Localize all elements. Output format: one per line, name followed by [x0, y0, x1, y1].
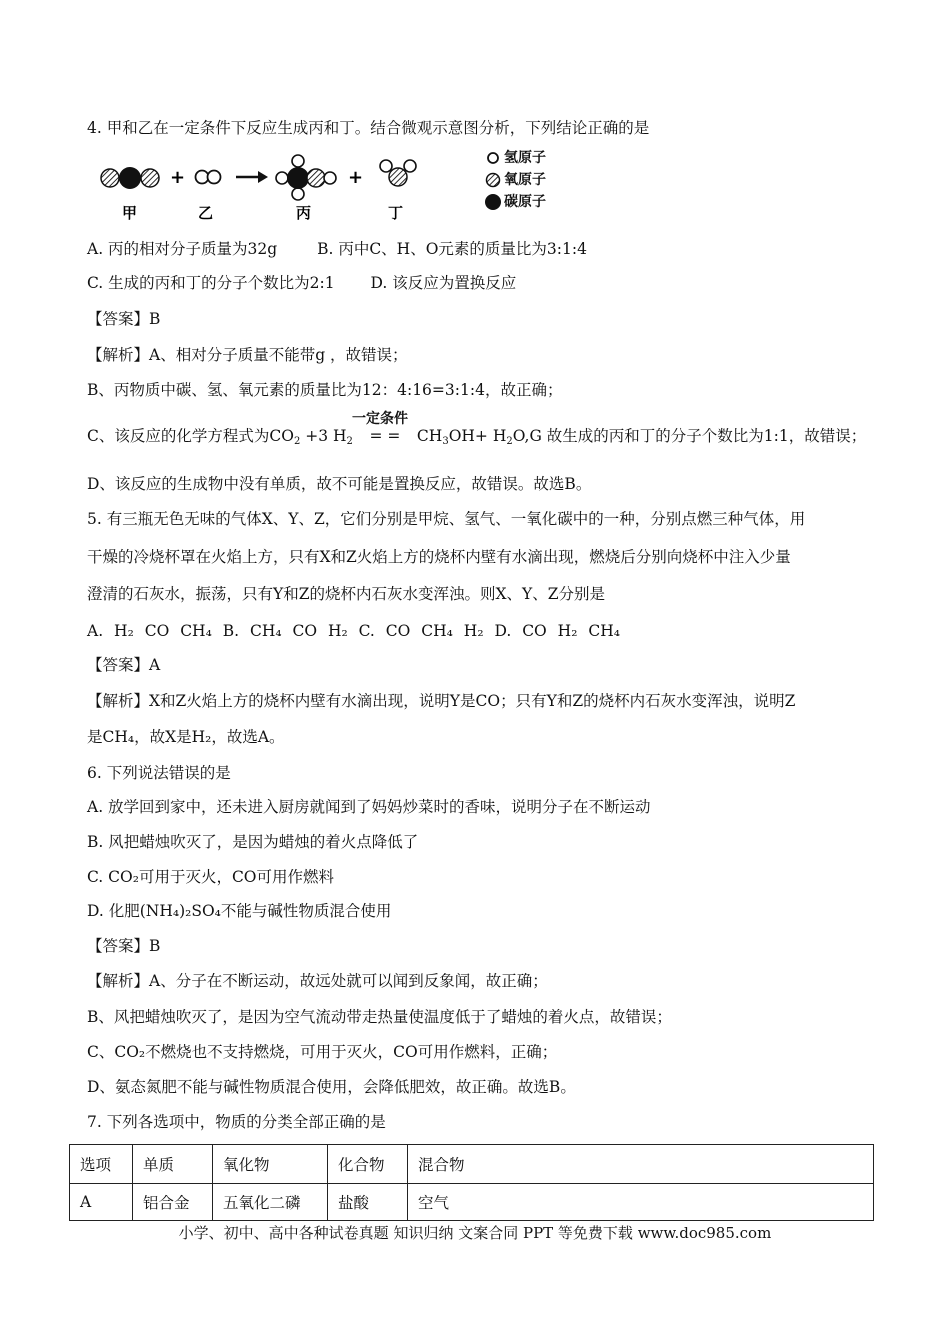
h2-molecule-icon: [196, 171, 221, 184]
q4-stem: 4. 甲和乙在一定条件下反应生成丙和丁。结合微观示意图分析，下列结论正确的是: [87, 119, 650, 137]
q6-option-c: C. CO₂可用于灭火，CO可用作燃料: [87, 868, 335, 886]
carbon-atom-icon: [482, 193, 504, 211]
q6-option-d: D. 化肥(NH₄)₂SO₄不能与碱性物质混合使用: [87, 902, 392, 920]
oxygen-atom-icon: [482, 172, 504, 188]
q4-option-b: B. 丙中C、H、O元素的质量比为3:1:4: [317, 240, 587, 258]
table-header-row: [70, 1145, 874, 1184]
table-cell: A: [70, 1184, 133, 1221]
q5-stem-1: 5. 有三瓶无色无味的气体X、Y、Z，它们分别是甲烷、氢气、一氧化碳中的一种，分别点燃三种气体，用: [87, 510, 806, 528]
reaction-condition: 一定条件: [352, 411, 408, 427]
q4-analysis-2: B、丙物质中碳、氢、氧元素的质量比为12：4:16=3:1:4，故正确；: [87, 381, 563, 399]
page-footer: 小学、初中、高中各种试卷真题 知识归纳 文案合同 PPT 等免费下载 www.doc985.com: [178, 1224, 772, 1242]
q6-analysis-4: D、氨态氮肥不能与碱性物质混合使用，会降低肥效，故正确。故选B。: [87, 1078, 576, 1096]
legend-carbon: 碳原子: [504, 194, 546, 210]
atom-legend: [482, 147, 546, 213]
q6-analysis-3: C、CO₂不燃烧也不支持燃烧，可用于灭火，CO可用作燃料，正确；: [87, 1043, 558, 1061]
q4-analysis-3: C、该反应的化学方程式为$CO_2 +3$ $H_2= =CH_3OH+ H_2O,G$ 故生成的丙和丁的分子个数比为1:1，故错误；: [87, 427, 867, 447]
q6-option-b: B. 风把蜡烛吹灭了，是因为蜡烛的着火点降低了: [87, 833, 419, 851]
q6-option-a: A. 放学回到家中，还未进入厨房就闻到了妈妈炒菜时的香味，说明分子在不断运动: [87, 798, 651, 816]
molecule-diagram: [98, 152, 428, 224]
q6-stem: 6. 下列说法错误的是: [87, 764, 231, 782]
q7-stem: 7. 下列各选项中，物质的分类全部正确的是: [87, 1113, 386, 1131]
classification-table: [69, 1144, 874, 1221]
q4-analysis-1: 【解析】A、相对分子质量不能带g ，故错误；: [87, 346, 408, 364]
q4-option-d: D. 该反应为置换反应: [370, 274, 517, 292]
table-cell: 盐酸: [328, 1184, 408, 1221]
label-c: 丙: [296, 204, 312, 222]
table-header-cell: 混合物: [408, 1145, 874, 1184]
q5-analysis-1: 【解析】X和Z火焰上方的烧杯内壁有水滴出现，说明Y是CO；只有Y和Z的烧杯内石灰水变浑浊，说明Z: [87, 692, 796, 710]
q6-analysis-2: B、风把蜡烛吹灭了，是因为空气流动带走热量使温度低于了蜡烛的着火点，故错误；: [87, 1008, 672, 1026]
table-row: [70, 1184, 874, 1221]
label-b: 乙: [198, 204, 214, 222]
table-header-cell: 氧化物: [213, 1145, 328, 1184]
legend-hydrogen: 氢原子: [504, 150, 546, 166]
q6-answer: 【答案】B: [87, 937, 161, 955]
q5-stem-3: 澄清的石灰水，振荡，只有Y和Z的烧杯内石灰水变浑浊。则X、Y、Z分别是: [87, 585, 606, 603]
co2-molecule-icon: [101, 167, 159, 189]
table-header-cell: 化合物: [328, 1145, 408, 1184]
svg-text:+: +: [348, 167, 364, 188]
table-header-cell: 选项: [70, 1145, 133, 1184]
reaction-arrow-icon: [236, 171, 268, 183]
q4-analysis-4: D、该反应的生成物中没有单质，故不可能是置换反应，故错误。故选B。: [87, 475, 592, 493]
q5-analysis-2: 是CH₄，故X是H₂，故选A。: [87, 728, 285, 746]
q5-stem-2: 干燥的冷烧杯罩在火焰上方，只有X和Z火焰上方的烧杯内壁有水滴出现，燃烧后分别向烧杯中注入少量: [87, 548, 791, 566]
q4-option-a: A. 丙的相对分子质量为32g: [87, 240, 278, 258]
q5-options: A. H₂ CO CH₄ B. CH₄ CO H₂ C. CO CH₄ H₂ D. CO H₂ CH₄: [87, 622, 620, 640]
label-a: 甲: [122, 204, 138, 222]
label-d: 丁: [388, 204, 404, 222]
hydrogen-atom-icon: [482, 151, 504, 165]
legend-oxygen: 氧原子: [504, 172, 546, 188]
q6-analysis-1: 【解析】A、分子在不断运动，故远处就可以闻到反象闻，故正确；: [87, 972, 548, 990]
table-cell: 五氧化二磷: [213, 1184, 328, 1221]
ch3oh-molecule-icon: [276, 155, 336, 200]
q5-answer: 【答案】A: [87, 656, 161, 674]
q4-answer: 【答案】B: [87, 310, 161, 328]
table-header-cell: 单质: [133, 1145, 213, 1184]
svg-text:+: +: [170, 167, 186, 188]
table-cell: 空气: [408, 1184, 874, 1221]
table-cell: 铝合金: [133, 1184, 213, 1221]
h2o-molecule-icon: [380, 160, 416, 186]
q4-option-c: C. 生成的丙和丁的分子个数比为2:1: [87, 274, 335, 292]
